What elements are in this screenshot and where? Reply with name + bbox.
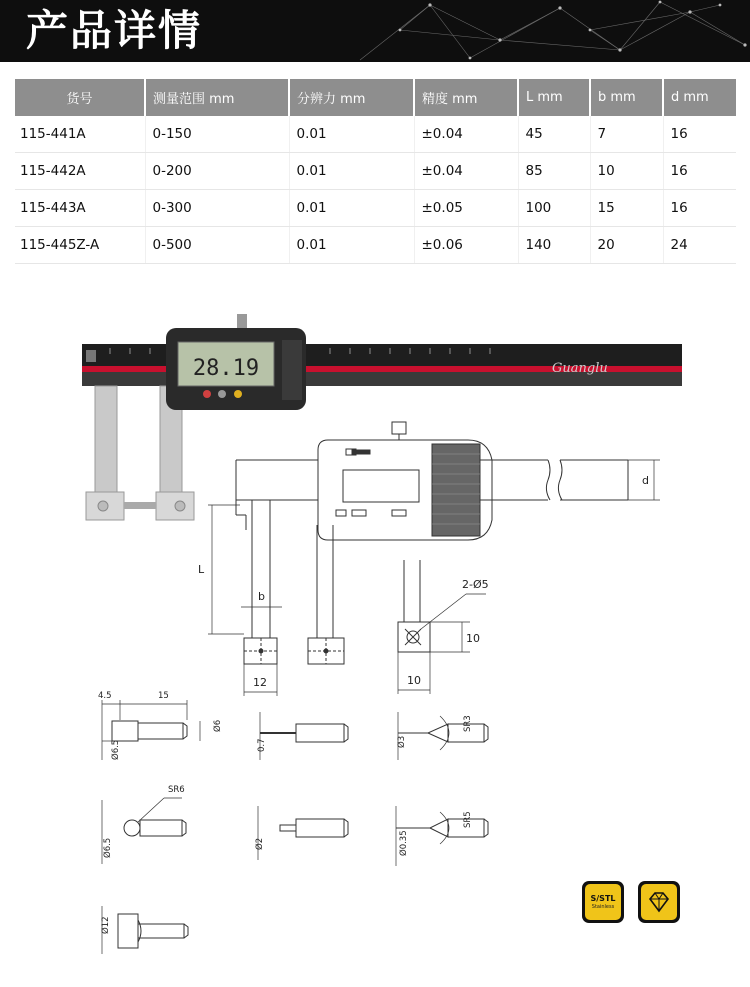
col-header: b mm bbox=[590, 79, 663, 116]
table-row bbox=[15, 116, 736, 153]
tip-d3-label: Ø3 bbox=[397, 735, 407, 748]
dim-12-label: 12 bbox=[253, 676, 267, 689]
cell-model: 115-442A bbox=[15, 153, 145, 190]
spec-table-header bbox=[15, 79, 736, 116]
col-header: L mm bbox=[518, 79, 590, 116]
col-header: 测量范围 mm bbox=[145, 79, 289, 116]
table-row bbox=[15, 190, 736, 227]
cell-range: 0-300 bbox=[145, 190, 289, 227]
cell-L: 85 bbox=[518, 153, 590, 190]
dim-L-label: L bbox=[198, 563, 205, 576]
tip-45-label: 4.5 bbox=[98, 691, 112, 701]
badge-sstl-sub: Stainless bbox=[591, 904, 615, 910]
stainless-badge bbox=[582, 881, 624, 923]
cell-d: 16 bbox=[663, 116, 736, 153]
cell-model: 115-443A bbox=[15, 190, 145, 227]
tip-sr5-label: SR5 bbox=[463, 811, 473, 828]
cell-d: 16 bbox=[663, 153, 736, 190]
cell-range: 0-500 bbox=[145, 227, 289, 264]
diamond-icon bbox=[646, 891, 672, 913]
cell-range: 0-150 bbox=[145, 116, 289, 153]
cell-resolution: 0.01 bbox=[289, 190, 414, 227]
diamond-badge bbox=[638, 881, 680, 923]
tip-d6h-label: Ø6 bbox=[213, 719, 223, 732]
badge-sstl-text: S/STL bbox=[590, 894, 616, 903]
cell-range: 0-200 bbox=[145, 153, 289, 190]
cell-accuracy: ±0.04 bbox=[414, 116, 518, 153]
dim-10-v-label: 10 bbox=[466, 632, 480, 645]
cell-b: 10 bbox=[590, 153, 663, 190]
cell-model: 115-445Z-A bbox=[15, 227, 145, 264]
cell-resolution: 0.01 bbox=[289, 116, 414, 153]
dim-10-h-label: 10 bbox=[407, 674, 421, 687]
caliper-display: 28.19 bbox=[192, 356, 260, 381]
caliper-photo bbox=[82, 314, 682, 520]
cell-L: 140 bbox=[518, 227, 590, 264]
col-header: 分辨力 mm bbox=[289, 79, 414, 116]
tip-15-label: 15 bbox=[158, 691, 169, 701]
tip-d65-label: Ø6.5 bbox=[111, 739, 121, 760]
cell-d: 16 bbox=[663, 190, 736, 227]
tip-sr6-label: SR6 bbox=[168, 785, 185, 795]
col-header: 货号 bbox=[15, 79, 145, 116]
technical-drawing bbox=[0, 265, 750, 965]
cell-model: 115-441A bbox=[15, 116, 145, 153]
cell-b: 20 bbox=[590, 227, 663, 264]
cell-d: 24 bbox=[663, 227, 736, 264]
page-title: 产品详情 bbox=[26, 6, 203, 55]
cell-b: 15 bbox=[590, 190, 663, 227]
cell-L: 100 bbox=[518, 190, 590, 227]
spec-table bbox=[15, 79, 736, 264]
table-row bbox=[15, 227, 736, 264]
tip-d12-label: Ø12 bbox=[101, 916, 111, 934]
tip-sr3-label: SR3 bbox=[463, 715, 473, 732]
table-row bbox=[15, 153, 736, 190]
dim-d-label: d bbox=[642, 474, 649, 487]
cell-accuracy: ±0.04 bbox=[414, 153, 518, 190]
cell-resolution: 0.01 bbox=[289, 153, 414, 190]
cell-b: 7 bbox=[590, 116, 663, 153]
tip-d2-label: Ø2 bbox=[255, 837, 265, 850]
brand-logo: Guanglu bbox=[552, 361, 608, 376]
page-header bbox=[0, 0, 750, 62]
cell-accuracy: ±0.06 bbox=[414, 227, 518, 264]
cell-accuracy: ±0.05 bbox=[414, 190, 518, 227]
tip-d5-label: Ø6.5 bbox=[103, 837, 113, 858]
caliper-drawing bbox=[208, 422, 660, 696]
tip-07-label: 0.7 bbox=[257, 738, 267, 752]
cell-resolution: 0.01 bbox=[289, 227, 414, 264]
dim-holes-label: 2-Ø5 bbox=[462, 578, 489, 591]
cell-L: 45 bbox=[518, 116, 590, 153]
tip-d035-label: Ø0.35 bbox=[399, 830, 409, 856]
dim-b-label: b bbox=[258, 590, 265, 603]
col-header: d mm bbox=[663, 79, 736, 116]
col-header: 精度 mm bbox=[414, 79, 518, 116]
tip-drawings bbox=[102, 700, 488, 954]
